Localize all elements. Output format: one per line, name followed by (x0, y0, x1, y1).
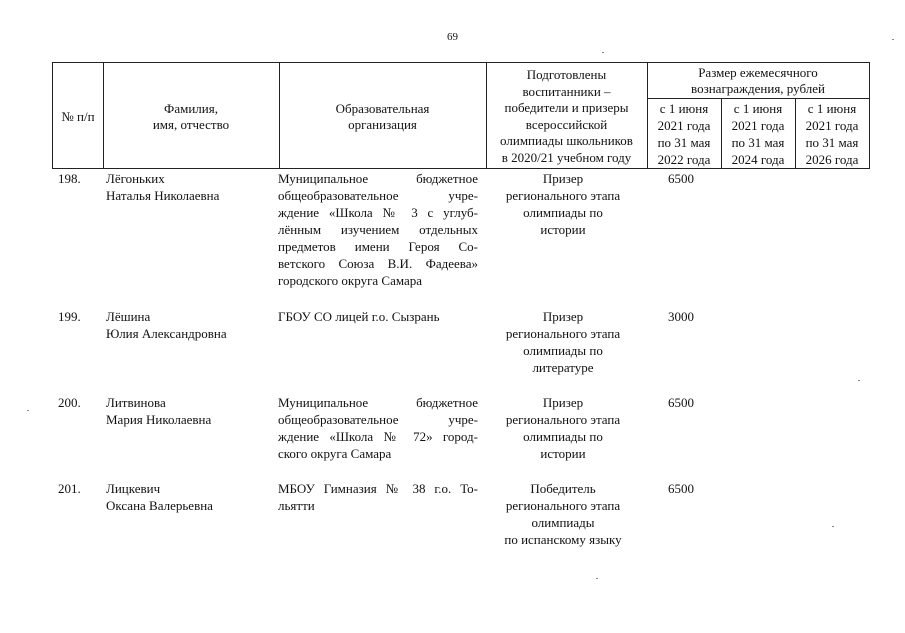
row-number: 200. (58, 395, 81, 410)
award: Призер регионального этапа олимпиады по истории (505, 395, 621, 461)
award: Призер регионального этапа олимпиады по литературе (505, 309, 621, 375)
table-header (52, 62, 870, 169)
person-name: Лёгоньких Наталья Николаевна (106, 171, 220, 203)
header-period-2026: с 1 июня 2021 года по 31 мая 2026 года (805, 101, 859, 167)
header-award: Подготовлены воспитанники – победители и призеры всероссийской олимпиады школьников в 2020/21 учебном году (500, 67, 633, 165)
header-payment: Размер ежемесячного вознаграждения, рублей (691, 64, 825, 96)
organization: Муниципальное бюджетное общеобразовательное учре- ждение «Школа № 3 с углуб- лённым изучением отдельных предметов имени Героя Со- ветского Союза В.И. Фадеева» городского округа Самара (278, 171, 478, 288)
row-number: 201. (58, 481, 81, 496)
header-period-2022: с 1 июня 2021 года по 31 мая 2022 года (657, 101, 711, 167)
row-number: 198. (58, 171, 81, 186)
payment-amount: 3000 (668, 309, 694, 324)
scan-speck (892, 39, 894, 40)
header-period-2024: с 1 июня 2021 года по 31 мая 2024 года (731, 101, 785, 167)
header-organization: Образовательная организация (335, 100, 430, 132)
page-number: 69 (447, 31, 458, 43)
payment-amount: 6500 (668, 481, 694, 496)
person-name: Лёшина Юлия Александровна (106, 309, 227, 341)
organization: МБОУ Гимназия № 38 г.о. То- льятти (278, 481, 478, 513)
person-name: Литвинова Мария Николаевна (106, 395, 212, 427)
scan-speck (27, 410, 29, 411)
award: Призер регионального этапа олимпиады по истории (505, 171, 621, 237)
scan-speck (602, 52, 604, 53)
payment-amount: 6500 (668, 395, 694, 410)
organization: ГБОУ СО лицей г.о. Сызрань (278, 309, 440, 324)
scan-speck (596, 578, 598, 579)
organization: Муниципальное бюджетное общеобразовательное учре- ждение «Школа № 72» город- ского округа Самара (278, 395, 478, 461)
header-name: Фамилия, имя, отчество (152, 100, 230, 132)
scan-speck (832, 526, 834, 527)
row-number: 199. (58, 309, 81, 324)
payment-amount: 6500 (668, 171, 694, 186)
person-name: Лицкевич Оксана Валерьевна (106, 481, 213, 513)
header-number: № п/п (61, 108, 95, 124)
award: Победитель регионального этапа олимпиады по испанскому языку (504, 481, 622, 547)
scan-speck (858, 380, 860, 381)
